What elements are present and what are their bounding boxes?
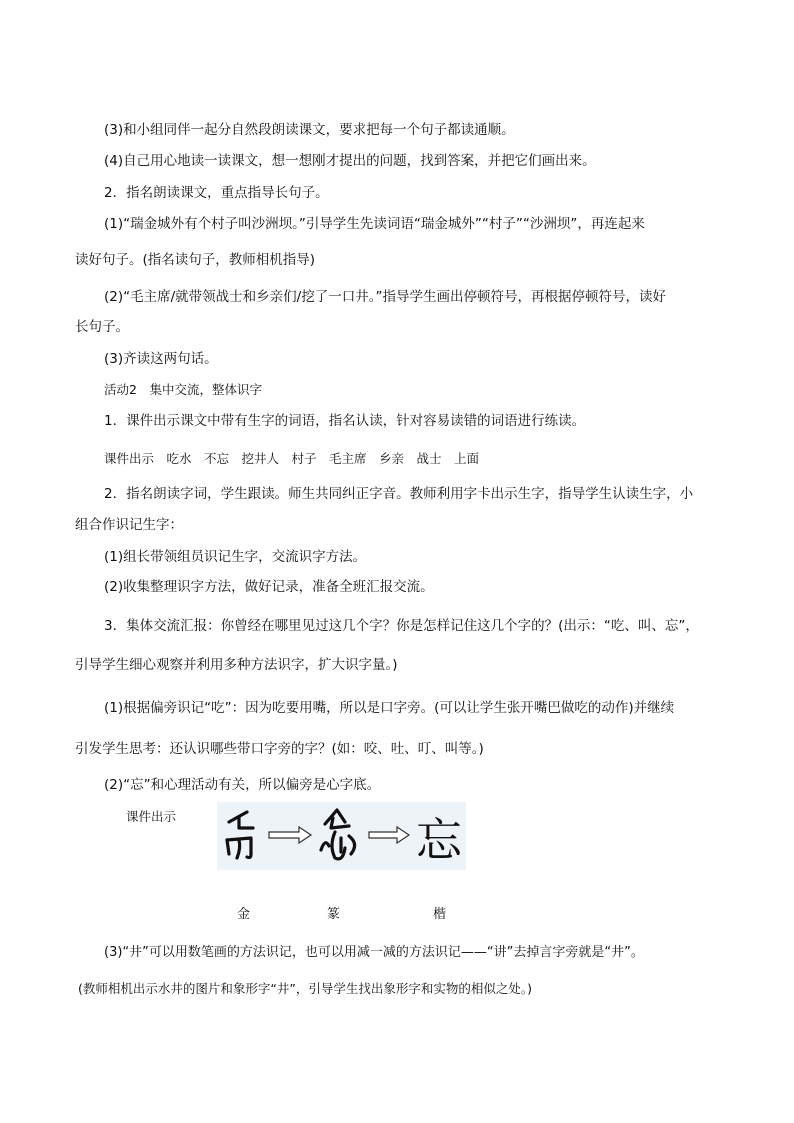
courseware-words: 课件出示 吃水 不忘 挖井人 村子 毛主席 乡亲 战士 上面 — [104, 451, 480, 466]
paragraph-line: (1)“瑞金城外有个村子叫沙洲坝。”引导学生先读词语“瑞金城外”“村子”“沙洲坝”，再连起来 — [104, 216, 645, 232]
paragraph-line: 引导学生细心观察并利用多种方法识字，扩大识字量。) — [75, 657, 398, 673]
paragraph-line: 2．指名朗读课文，重点指导长句子。 — [104, 185, 329, 201]
bronze-script-glyph — [227, 812, 253, 858]
seal-script-glyph — [321, 810, 355, 859]
arrow-icon — [369, 827, 409, 843]
paragraph-line: 2．指名朗读字词，学生跟读。师生共同纠正字音。教师利用字卡出示生字，指导学生认读生字，小 — [104, 486, 694, 502]
courseware-label: 课件出示 — [126, 809, 177, 824]
paragraph-line: (3)齐读这两句话。 — [104, 351, 218, 367]
arrow-icon — [269, 827, 311, 843]
regular-script-label: 楷 — [433, 907, 447, 922]
paragraph-line: (教师相机出示水井的图片和象形字“井”，引导学生找出象形字和实物的相似之处。) — [78, 981, 532, 996]
paragraph-line: (3)“井”可以用数笔画的方法识记，也可以用减一减的方法识记——“讲”去掉言字旁就是“井”。 — [104, 945, 644, 960]
paragraph-line: (1)组长带领组员识记生字，交流识字方法。 — [104, 549, 367, 565]
regular-script-character: 忘 — [416, 813, 462, 867]
seal-script-label: 篆 — [327, 907, 341, 922]
paragraph-line: 组合作识记生字： — [75, 517, 183, 533]
bronze-script-label: 金 — [237, 907, 251, 922]
paragraph-line: 引发学生思考：还认识哪些带口字旁的字？(如：咬、吐、叮、叫等。) — [75, 741, 484, 757]
paragraph-line: (1)根据偏旁识记“吃”：因为吃要用嘴，所以是口字旁。(可以让学生张开嘴巴做吃的动作)并继续 — [104, 700, 675, 716]
paragraph-line: 3．集体交流汇报：你曾经在哪里见过这几个字？你是怎样记住这几个字的？(出示：“吃、叫、忘”， — [104, 618, 699, 634]
paragraph-line: (2)“忘”和心理活动有关，所以偏旁是心字底。 — [104, 777, 381, 793]
paragraph-line: (4)自己用心地读一读课文，想一想刚才提出的问题，找到答案，并把它们画出来。 — [104, 153, 596, 169]
paragraph-line: 长句子。 — [75, 319, 129, 335]
activity-heading: 活动2 集中交流，整体识字 — [104, 382, 262, 397]
character-evolution-graphic — [217, 802, 466, 870]
paragraph-line: 1．课件出示课文中带有生字的词语，指名认读，针对容易读错的词语进行练读。 — [104, 413, 586, 429]
paragraph-line: 读好句子。(指名读句子，教师相机指导) — [75, 252, 316, 268]
paragraph-line: (2)收集整理识字方法，做好记录，准备全班汇报交流。 — [104, 579, 434, 595]
paragraph-line: (3)和小组同伴一起分自然段朗读课文，要求把每一个句子都读通顺。 — [104, 122, 515, 138]
paragraph-line: (2)“毛主席/就带领战士和乡亲们/挖了一口井。”指导学生画出停顿符号，再根据停顿符号，读好 — [104, 289, 666, 305]
character-evolution-figure — [217, 802, 466, 870]
